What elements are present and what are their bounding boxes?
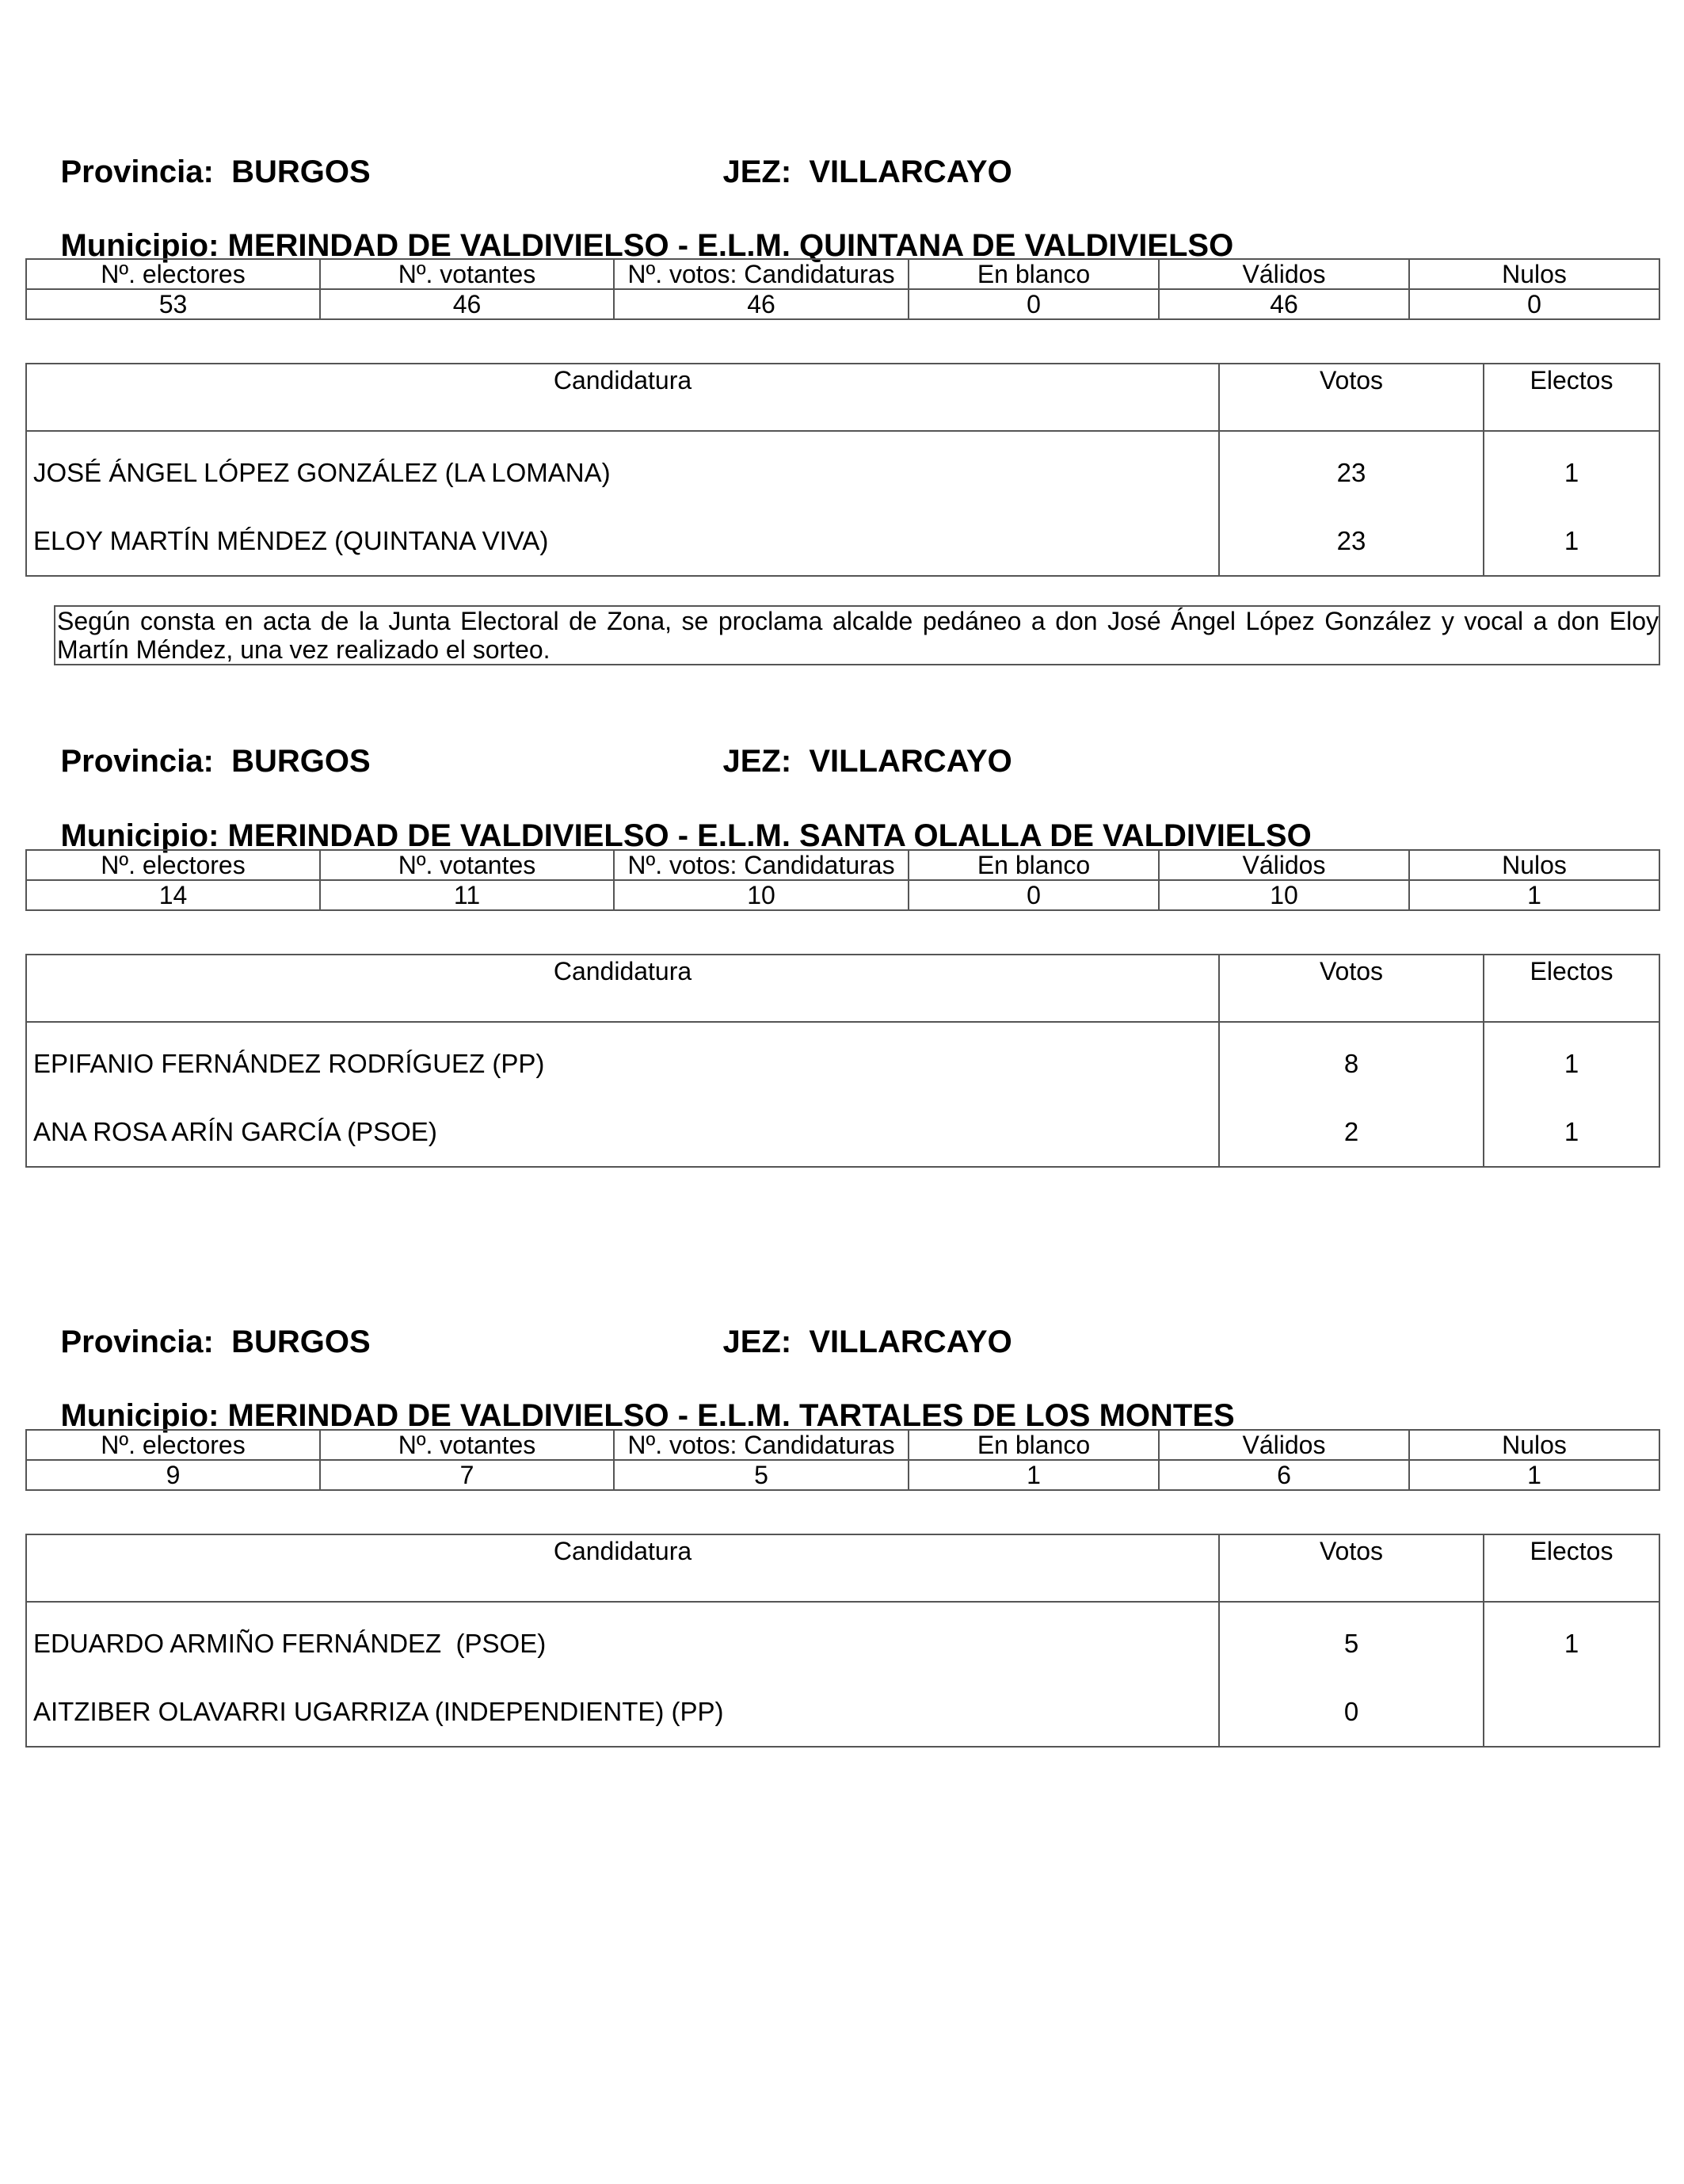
stats-table — [25, 258, 1660, 320]
candidate-name: EPIFANIO FERNÁNDEZ RODRÍGUEZ (PP) — [26, 1022, 1219, 1098]
stats-header-row — [26, 850, 1659, 880]
municipio-value: MERINDAD DE VALDIVIELSO - E.L.M. TARTALES DE LOS MONTES — [227, 1398, 1235, 1433]
candidates-table — [25, 1534, 1660, 1748]
stats-header: Nulos — [1409, 1430, 1659, 1460]
stats-header: En blanco — [909, 259, 1159, 289]
candidate-name: ELOY MARTÍN MÉNDEZ (QUINTANA VIVA) — [26, 507, 1219, 576]
votos-header: Votos — [1219, 1534, 1484, 1602]
stats-header: Válidos — [1159, 259, 1409, 289]
provincia-label: Provincia: — [60, 154, 214, 189]
candidate-elected: 1 — [1484, 1098, 1659, 1167]
stats-value: 7 — [320, 1460, 614, 1490]
stats-value-row — [26, 880, 1659, 910]
stats-value: 5 — [614, 1460, 909, 1490]
stats-header: Nulos — [1409, 850, 1659, 880]
jez-value: VILLARCAYO — [809, 154, 1012, 189]
stats-value: 53 — [26, 289, 320, 319]
municipio-value: MERINDAD DE VALDIVIELSO - E.L.M. QUINTANA DE VALDIVIELSO — [227, 228, 1234, 263]
provincia-label: Provincia: — [60, 1325, 214, 1359]
stats-header: Nº. votantes — [320, 850, 614, 880]
candidate-name: AITZIBER OLAVARRI UGARRIZA (INDEPENDIENTE) (PP) — [26, 1678, 1219, 1747]
stats-table — [25, 1429, 1660, 1491]
candidate-row — [26, 1678, 1659, 1747]
stats-header: Nº. electores — [26, 850, 320, 880]
stats-header: Válidos — [1159, 850, 1409, 880]
stats-value: 10 — [614, 880, 909, 910]
candidates-header-row — [26, 364, 1659, 431]
stats-header: Nº. votantes — [320, 259, 614, 289]
candidate-row — [26, 1022, 1659, 1098]
candidate-votes: 23 — [1219, 507, 1484, 576]
stats-value: 0 — [1409, 289, 1659, 319]
candidate-elected: 1 — [1484, 507, 1659, 576]
stats-value: 0 — [909, 289, 1159, 319]
stats-value: 14 — [26, 880, 320, 910]
stats-value: 0 — [909, 880, 1159, 910]
candidatura-header: Candidatura — [26, 364, 1219, 431]
stats-header: Nulos — [1409, 259, 1659, 289]
provincia-label: Provincia: — [60, 744, 214, 779]
municipio-label: Municipio: — [60, 228, 219, 263]
stats-value: 46 — [320, 289, 614, 319]
jez-label: JEZ: — [722, 154, 792, 189]
provincia-value: BURGOS — [231, 1325, 371, 1359]
jez-value: VILLARCAYO — [809, 1325, 1012, 1359]
candidatura-header: Candidatura — [26, 955, 1219, 1022]
stats-header: Nº. electores — [26, 1430, 320, 1460]
stats-header-row — [26, 259, 1659, 289]
stats-value: 1 — [1409, 1460, 1659, 1490]
stats-value: 1 — [909, 1460, 1159, 1490]
candidate-elected: 1 — [1484, 1602, 1659, 1678]
electos-header: Electos — [1484, 364, 1659, 431]
electos-header: Electos — [1484, 955, 1659, 1022]
stats-value: 1 — [1409, 880, 1659, 910]
stats-value: 46 — [614, 289, 909, 319]
proclamation-note: Según consta en acta de la Junta Electoral de Zona, se proclama alcalde pedáneo a don José Ángel López González y vocal a don Eloy Martín Méndez, una vez realizado el sorteo. — [54, 605, 1660, 665]
stats-header: Nº. electores — [26, 259, 320, 289]
candidate-name: EDUARDO ARMIÑO FERNÁNDEZ (PSOE) — [26, 1602, 1219, 1678]
candidate-row — [26, 1602, 1659, 1678]
candidate-votes: 0 — [1219, 1678, 1484, 1747]
candidate-elected: 1 — [1484, 431, 1659, 507]
municipio-value: MERINDAD DE VALDIVIELSO - E.L.M. SANTA OLALLA DE VALDIVIELSO — [227, 818, 1312, 853]
stats-value: 11 — [320, 880, 614, 910]
candidate-name: ANA ROSA ARÍN GARCÍA (PSOE) — [26, 1098, 1219, 1167]
candidate-votes: 5 — [1219, 1602, 1484, 1678]
stats-header: Nº. votos: Candidaturas — [614, 259, 909, 289]
stats-header-row — [26, 1430, 1659, 1460]
stats-value: 9 — [26, 1460, 320, 1490]
votos-header: Votos — [1219, 364, 1484, 431]
jez-value: VILLARCAYO — [809, 744, 1012, 779]
electos-header: Electos — [1484, 1534, 1659, 1602]
candidate-row — [26, 507, 1659, 576]
provincia-value: BURGOS — [231, 154, 371, 189]
stats-header: Nº. votos: Candidaturas — [614, 850, 909, 880]
stats-header: Nº. votantes — [320, 1430, 614, 1460]
municipio-label: Municipio: — [60, 818, 219, 853]
candidatura-header: Candidatura — [26, 1534, 1219, 1602]
jez-label: JEZ: — [722, 1325, 792, 1359]
stats-header: Válidos — [1159, 1430, 1409, 1460]
votos-header: Votos — [1219, 955, 1484, 1022]
candidates-header-row — [26, 1534, 1659, 1602]
provincia-value: BURGOS — [231, 744, 371, 779]
stats-header: En blanco — [909, 850, 1159, 880]
stats-header: Nº. votos: Candidaturas — [614, 1430, 909, 1460]
stats-value: 10 — [1159, 880, 1409, 910]
stats-value-row — [26, 289, 1659, 319]
municipio-label: Municipio: — [60, 1398, 219, 1433]
stats-table — [25, 849, 1660, 911]
candidate-elected: 1 — [1484, 1022, 1659, 1098]
candidate-votes: 2 — [1219, 1098, 1484, 1167]
stats-value: 6 — [1159, 1460, 1409, 1490]
stats-value: 46 — [1159, 289, 1409, 319]
candidate-name: JOSÉ ÁNGEL LÓPEZ GONZÁLEZ (LA LOMANA) — [26, 431, 1219, 507]
jez-label: JEZ: — [722, 744, 792, 779]
candidate-row — [26, 431, 1659, 507]
stats-header: En blanco — [909, 1430, 1159, 1460]
stats-value-row — [26, 1460, 1659, 1490]
candidate-votes: 8 — [1219, 1022, 1484, 1098]
candidate-row — [26, 1098, 1659, 1167]
candidates-header-row — [26, 955, 1659, 1022]
candidate-votes: 23 — [1219, 431, 1484, 507]
candidates-table — [25, 363, 1660, 577]
candidate-elected — [1484, 1678, 1659, 1747]
candidates-table — [25, 954, 1660, 1168]
